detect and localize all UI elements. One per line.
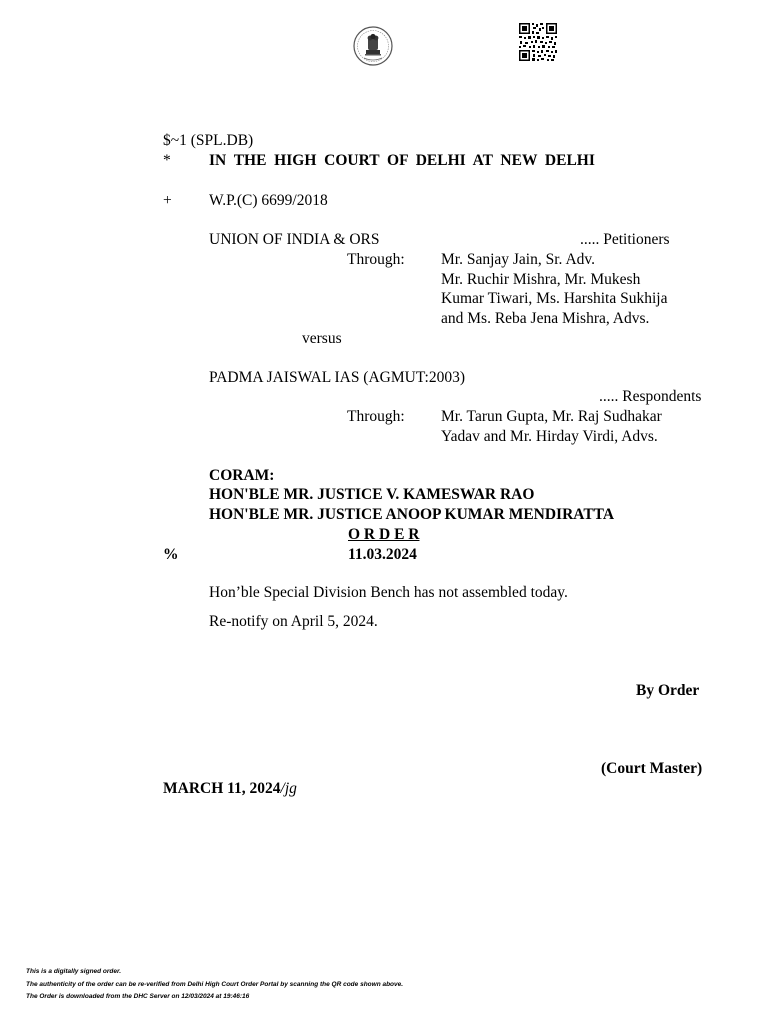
state-emblem-icon (352, 25, 394, 67)
judge-1: HON'BLE MR. JUSTICE V. KAMESWAR RAO (209, 486, 535, 503)
counsel-line: Mr. Tarun Gupta, Mr. Raj Sudhakar (441, 408, 662, 425)
signoff-date: MARCH 11, 2024 (163, 780, 281, 797)
petitioner-name: UNION OF INDIA & ORS (209, 231, 380, 248)
signoff-initials: /jg (280, 780, 297, 797)
list-reference: $~1 (SPL.DB) (163, 132, 254, 149)
order-paragraph-1: Hon’ble Special Division Bench has not assembled today. (209, 584, 568, 601)
case-number: W.P.(C) 6699/2018 (209, 192, 328, 209)
petitioner-through-label: Through: (347, 251, 405, 268)
petitioner-counsel (441, 250, 667, 328)
respondent-through-label: Through: (347, 408, 405, 425)
counsel-line: Kumar Tiwari, Ms. Harshita Sukhija (441, 290, 668, 307)
footer-line-2: The authenticity of the order can be re-verified from Delhi High Court Order Portal by scanning the QR code shown above. (26, 981, 404, 988)
counsel-line: Mr. Ruchir Mishra, Mr. Mukesh (441, 270, 641, 288)
order-heading: O R D E R (348, 526, 420, 543)
order-date: 11.03.2024 (348, 546, 417, 563)
coram-label: CORAM: (209, 467, 275, 484)
respondent-name: PADMA JAISWAL IAS (AGMUT:2003) (209, 369, 465, 386)
star-marker: * (163, 152, 171, 169)
percent-marker: % (163, 546, 179, 563)
order-paragraph-2: Re-notify on April 5, 2024. (209, 613, 378, 630)
qr-code-icon (518, 22, 558, 62)
plus-marker: + (163, 192, 172, 209)
footer-line-3: The Order is downloaded from the DHC Server on 12/03/2024 at 19:46:16 (26, 993, 250, 1000)
judge-2: HON'BLE MR. JUSTICE ANOOP KUMAR MENDIRATTA (209, 506, 615, 523)
counsel-line: Mr. Sanjay Jain, Sr. Adv. (441, 251, 596, 268)
footer-line-1: This is a digitally signed order. (26, 968, 121, 975)
counsel-line: and Ms. Reba Jena Mishra, Advs. (441, 309, 650, 327)
counsel-line: Yadav and Mr. Hirday Virdi, Advs. (441, 427, 658, 445)
petitioner-role: ..... Petitioners (580, 231, 670, 248)
by-order-label: By Order (636, 682, 700, 699)
signoff-date-line (163, 779, 297, 799)
respondent-role: ..... Respondents (599, 388, 702, 405)
court-master-label: (Court Master) (601, 760, 703, 777)
court-name: IN THE HIGH COURT OF DELHI AT NEW DELHI (209, 152, 595, 169)
respondent-counsel (441, 407, 662, 446)
versus-label: versus (302, 330, 342, 347)
